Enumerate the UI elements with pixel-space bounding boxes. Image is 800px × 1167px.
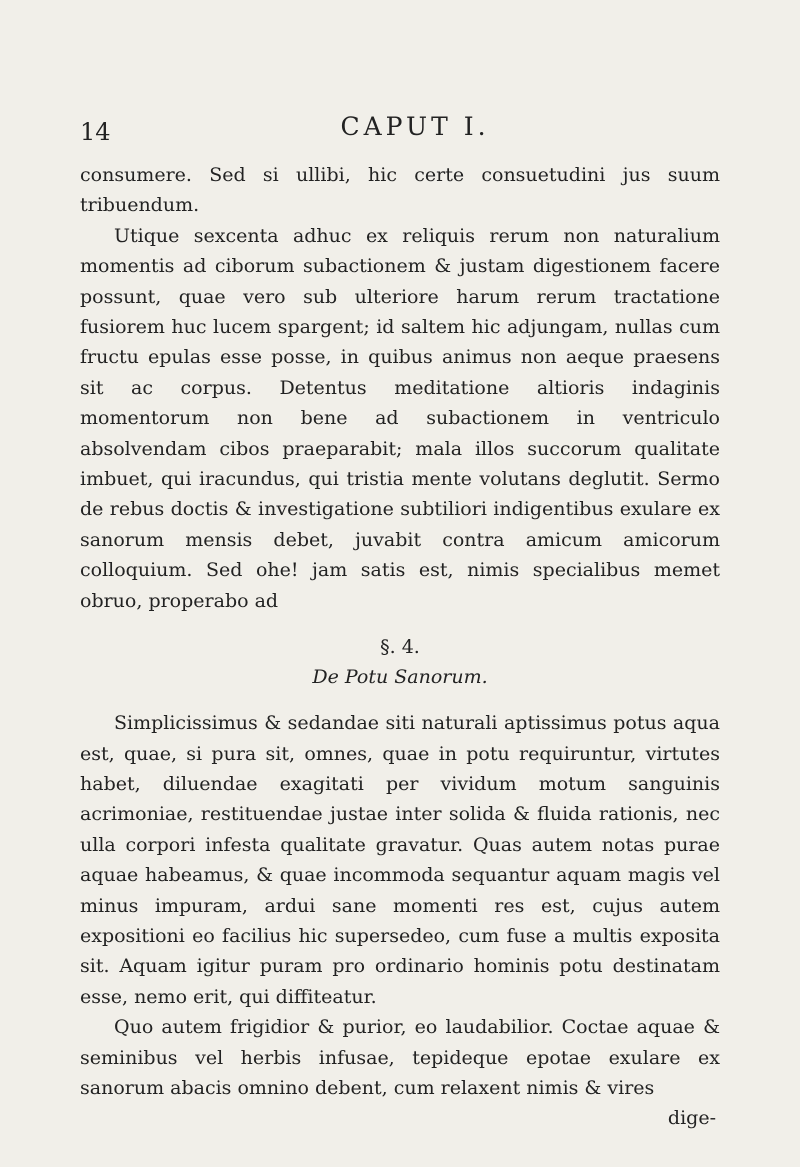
- paragraph: consumere. Sed si ullibi, hic certe consuetudini jus suum tribuendum.: [80, 164, 720, 217]
- paragraph: Simplicissimus & sedandae siti naturali aptissimus potus aqua est, quae, si pura sit, omnes, quae in potu requiruntur, virtutes habet, diluendae exagitati per vividum motum sanguinis acrimoniae, restituendae justae inter solida & fluida rationis, nec ulla corpori infesta qualitate gravatur. Quas autem notas purae aquae habeamus, & quae incommoda sequantur aquam magis vel minus impuram, ardui sane momenti res est, cujus autem expositioni eo facilius hic supersedeo, cum fuse a multis exposita sit. Aquam igitur puram pro ordinario hominis potu destinatam esse, nemo erit, qui diffiteatur.: [80, 712, 720, 1008]
- paragraph: Utique sexcenta adhuc ex reliquis rerum non naturalium momentis ad ciborum subactionem & justam digestionem facere possunt, quae vero sub ulteriore harum rerum tractatione fusiorem huc lucem spargent; id saltem hic adjungam, nullas cum fructu epulas esse posse, in quibus animus non aeque praesens sit ac corpus. Detentus meditatione altioris indaginis momentorum non bene ad subactionem in ventriculo absolvendam cibos praeparabit; mala illos succorum qualitate imbuet, qui iracundus, qui tristia mente volutans deglutit. Sermo de rebus doctis & investigatione subtiliori indigentibus exulare ex sanorum mensis debet, juvabit contra amicum amicorum colloquium. Sed ohe! jam satis est, nimis specialibus memet obruo, properabo ad: [80, 224, 720, 612]
- body-text: [80, 160, 720, 1134]
- section-mark: §. 4.: [380, 636, 420, 659]
- section-title: De Potu Sanorum.: [312, 666, 488, 689]
- page-header: [80, 112, 720, 148]
- paragraph: Quo autem frigidior & purior, eo laudabilior. Coctae aquae & seminibus vel herbis infusae, tepideque epotae exulare ex sanorum abacis omnino debent, cum relaxent nimis & vires: [80, 1016, 720, 1099]
- running-head: CAPUT I.: [340, 112, 490, 141]
- page-number: 14: [80, 118, 111, 146]
- catchword: dige-: [667, 1107, 716, 1130]
